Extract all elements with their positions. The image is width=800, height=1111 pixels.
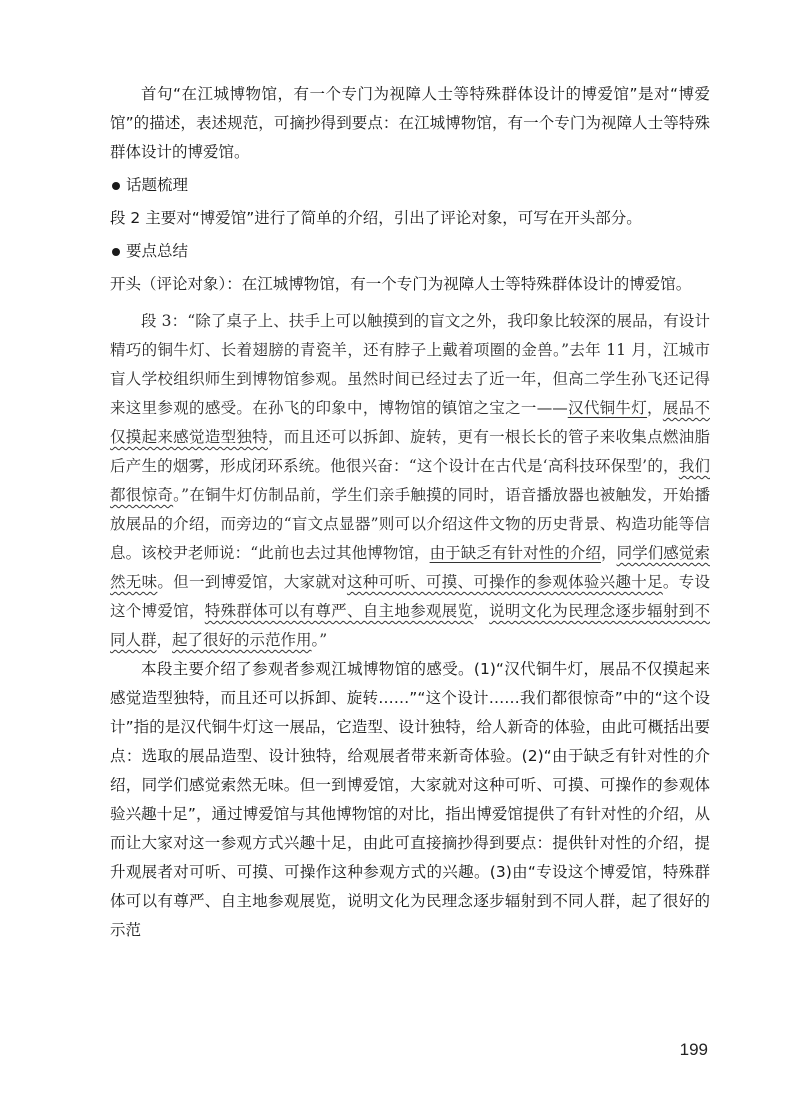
p3-text: 。但一到博爱馆，大家就对 — [157, 573, 347, 591]
p3-underline-2: 由于缺乏有针对性的介绍 — [429, 544, 601, 562]
key-points-text: 开头（评论对象）：在江城博物馆，有一个专门为视障人士等特殊群体设计的博爱馆。 — [110, 275, 692, 293]
page-content — [110, 80, 710, 945]
p3-text: ，而且还可以拆卸、旋转，更有一根长长的管子来收集点燃油脂后产生的烟雾，形成闭环系统。他很兴奋：“这个设计在古代是‘高科技环保型’的， — [110, 428, 710, 475]
p3-wavy-5: 特殊群体可以有尊严、自主地参观展览 — [204, 602, 474, 620]
p3-wavy-4: 这种可听、可摸、可操作的参观体验兴趣十足 — [346, 573, 663, 591]
bullet-dot-icon — [112, 248, 120, 256]
p3-text: 段 3：“除了桌子上、扶手上可以触摸到的盲文之外，我印象比较深的展品，有设计精巧的铜牛灯、长着翅膀的青瓷羊，还有脖子上戴着项圈的金兽。”去年 11 月，江城市盲人学校组织师生到博物馆参观。虽然时间已经过去了近一年，但高二学生孙飞还记得来这里参观的感受。在孙飞的印象中，博物馆的镇馆之宝之一—— — [110, 312, 710, 417]
p3-text: ， — [647, 399, 663, 417]
p3-text: ， — [600, 544, 617, 562]
p3-underline-1: 汉代铜牛灯 — [567, 399, 648, 417]
p3-wavy-7: 起了很好的示范作用 — [172, 631, 312, 649]
p3-text: 。专设这个博爱馆， — [110, 573, 710, 620]
page-number: 199 — [679, 1040, 708, 1059]
topic-sorting-text: 段 2 主要对“博爱馆”进行了简单的介绍，引出了评论对象，可写在开头部分。 — [110, 209, 642, 227]
key-points-heading-row — [110, 237, 710, 266]
topic-sorting-heading-row — [110, 171, 710, 200]
p3-text: 。” — [311, 631, 328, 649]
p3-text: 。”在铜牛灯仿制品前，学生们亲手触摸的同时，语音播放器也被触发，开始播放展品的介绍，而旁边的“盲文点显器”则可以介绍这件文物的历史背景、构造功能等信息。该校尹老师说：“此前也去过其他博物馆， — [110, 486, 710, 562]
p3-wavy-3: 同学们感觉索然无味 — [110, 544, 710, 591]
p3-wavy-1: 展品不仅摸起来感觉造型独特 — [110, 399, 710, 446]
bullet-dot-icon — [112, 182, 120, 190]
paragraph-3-quote — [110, 307, 710, 655]
p3-wavy-6: 说明文化为民理念逐步辐射到不同人群 — [110, 602, 710, 649]
topic-sorting-heading: 话题梳理 — [126, 176, 189, 194]
analysis-paragraph: 本段主要介绍了参观者参观江城博物馆的感受。(1)“汉代铜牛灯，展品不仅摸起来感觉造型独特，而且还可以拆卸、旋转……”“这个设计……我们都很惊奇”中的“这个设计”指的是汉代铜牛灯这一展品，它造型、设计独特，给人新奇的体验，由此可概括出要点：选取的展品造型、设计独特，给观展者带来新奇体验。(2)“由于缺乏有针对性的介绍，同学们感觉索然无味。但一到博爱馆，大家就对这种可听、可摸、可操作的参观体验兴趣十足”，通过博爱馆与其他博物馆的对比，指出博爱馆提供了有针对性的介绍，从而让大家对这一参观方式兴趣十足，由此可直接摘抄得到要点：提供针对性的介绍，提升观展者对可听、可摸、可操作这种参观方式的兴趣。(3)由“专设这个博爱馆，特殊群体可以有尊严、自主地参观展览，说明文化为民理念逐步辐射到不同人群，起了很好的示范 — [110, 660, 710, 939]
p3-text: ， — [473, 602, 490, 620]
p3-text: ， — [156, 631, 173, 649]
key-points-heading: 要点总结 — [126, 242, 189, 260]
intro-paragraph: 首句“在江城博物馆，有一个专门为视障人士等特殊群体设计的博爱馆”是对“博爱馆”的描述，表述规范，可摘抄得到要点：在江城博物馆，有一个专门为视障人士等特殊群体设计的博爱馆。 — [110, 85, 710, 161]
p3-wavy-2: 我们都很惊奇 — [110, 457, 710, 504]
